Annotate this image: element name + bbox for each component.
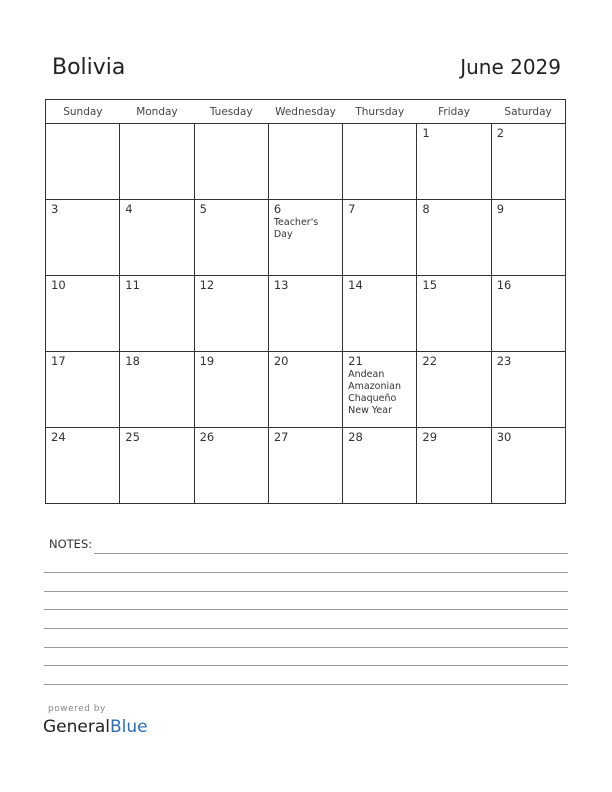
day-cell	[417, 276, 491, 352]
day-number: 13	[273, 278, 289, 292]
day-number: 28	[348, 430, 363, 444]
day-cell	[194, 352, 268, 428]
weekday-friday: Friday	[417, 100, 491, 124]
day-number: 5	[199, 202, 207, 216]
day-cell	[46, 124, 120, 200]
day-number: 12	[199, 278, 215, 292]
day-cell	[194, 124, 268, 200]
holiday-label: Andean Amazonian Chaqueño New Year	[348, 369, 402, 416]
note-line	[44, 572, 568, 573]
day-cell	[194, 200, 268, 276]
day-cell	[491, 276, 565, 352]
day-cell	[491, 428, 565, 504]
country-title: Bolivia	[52, 55, 126, 80]
day-cell	[268, 428, 342, 504]
day-cell	[491, 124, 565, 200]
day-cell	[194, 428, 268, 504]
weekday-sunday: Sunday	[46, 100, 120, 124]
week-row	[46, 352, 566, 428]
day-number: 9	[496, 202, 505, 216]
day-cell	[46, 428, 120, 504]
day-cell	[417, 428, 491, 504]
day-number: 15	[422, 278, 438, 292]
day-cell	[268, 200, 342, 276]
day-cell	[343, 276, 417, 352]
note-line	[44, 665, 568, 666]
note-line	[44, 609, 568, 610]
week-row	[46, 124, 566, 200]
day-number: 24	[51, 430, 66, 444]
note-line	[44, 628, 568, 629]
day-number: 29	[422, 430, 438, 444]
day-cell	[120, 200, 194, 276]
day-cell	[491, 352, 565, 428]
day-cell	[268, 276, 342, 352]
day-cell	[343, 352, 417, 428]
calendar-grid	[45, 99, 566, 504]
day-number: 2	[496, 126, 505, 140]
day-number: 18	[125, 354, 140, 368]
day-cell	[491, 200, 565, 276]
notes-label: NOTES:	[49, 537, 93, 551]
day-number: 3	[51, 202, 59, 216]
day-number: 25	[125, 430, 140, 444]
week-row	[46, 200, 566, 276]
day-number: 27	[273, 430, 289, 444]
weekday-thursday: Thursday	[343, 100, 417, 124]
day-number: 20	[273, 354, 289, 368]
day-cell	[268, 352, 342, 428]
day-cell	[120, 352, 194, 428]
day-number: 6	[273, 202, 282, 216]
day-number: 30	[496, 430, 512, 444]
weekday-saturday: Saturday	[491, 100, 565, 124]
day-cell	[46, 276, 120, 352]
day-cell	[268, 124, 342, 200]
generalblue-logo[interactable]	[43, 717, 148, 737]
day-cell	[343, 200, 417, 276]
day-cell	[120, 428, 194, 504]
day-number: 17	[51, 354, 66, 368]
holiday-label: Teacher's Day	[273, 217, 319, 240]
day-number: 21	[348, 354, 363, 368]
day-cell	[417, 352, 491, 428]
day-number: 4	[125, 202, 133, 216]
day-number: 7	[348, 202, 356, 216]
day-cell	[417, 124, 491, 200]
day-cell	[120, 124, 194, 200]
day-number: 22	[422, 354, 438, 368]
weekday-tuesday: Tuesday	[194, 100, 268, 124]
day-cell	[194, 276, 268, 352]
weekday-wednesday: Wednesday	[268, 100, 342, 124]
day-cell	[343, 428, 417, 504]
weekday-header-row	[46, 100, 566, 124]
note-line	[44, 684, 568, 685]
day-number: 11	[125, 278, 140, 292]
weekday-monday: Monday	[120, 100, 194, 124]
note-line	[44, 647, 568, 648]
day-number: 8	[422, 202, 430, 216]
day-number: 14	[348, 278, 363, 292]
day-number: 19	[199, 354, 215, 368]
day-cell	[46, 352, 120, 428]
week-row	[46, 276, 566, 352]
day-cell	[120, 276, 194, 352]
day-number: 10	[51, 278, 66, 292]
day-cell	[417, 200, 491, 276]
day-number: 26	[199, 430, 215, 444]
day-number: 16	[496, 278, 512, 292]
day-cell	[343, 124, 417, 200]
powered-by-text: powered by	[48, 704, 106, 714]
logo-general-text: General	[43, 717, 110, 737]
day-number: 23	[496, 354, 512, 368]
week-row	[46, 428, 566, 504]
day-cell	[46, 200, 120, 276]
note-line	[94, 553, 568, 554]
logo-blue-text: Blue	[110, 717, 148, 737]
note-line	[44, 591, 568, 592]
day-number: 1	[422, 126, 430, 140]
month-title: June 2029	[460, 55, 561, 79]
